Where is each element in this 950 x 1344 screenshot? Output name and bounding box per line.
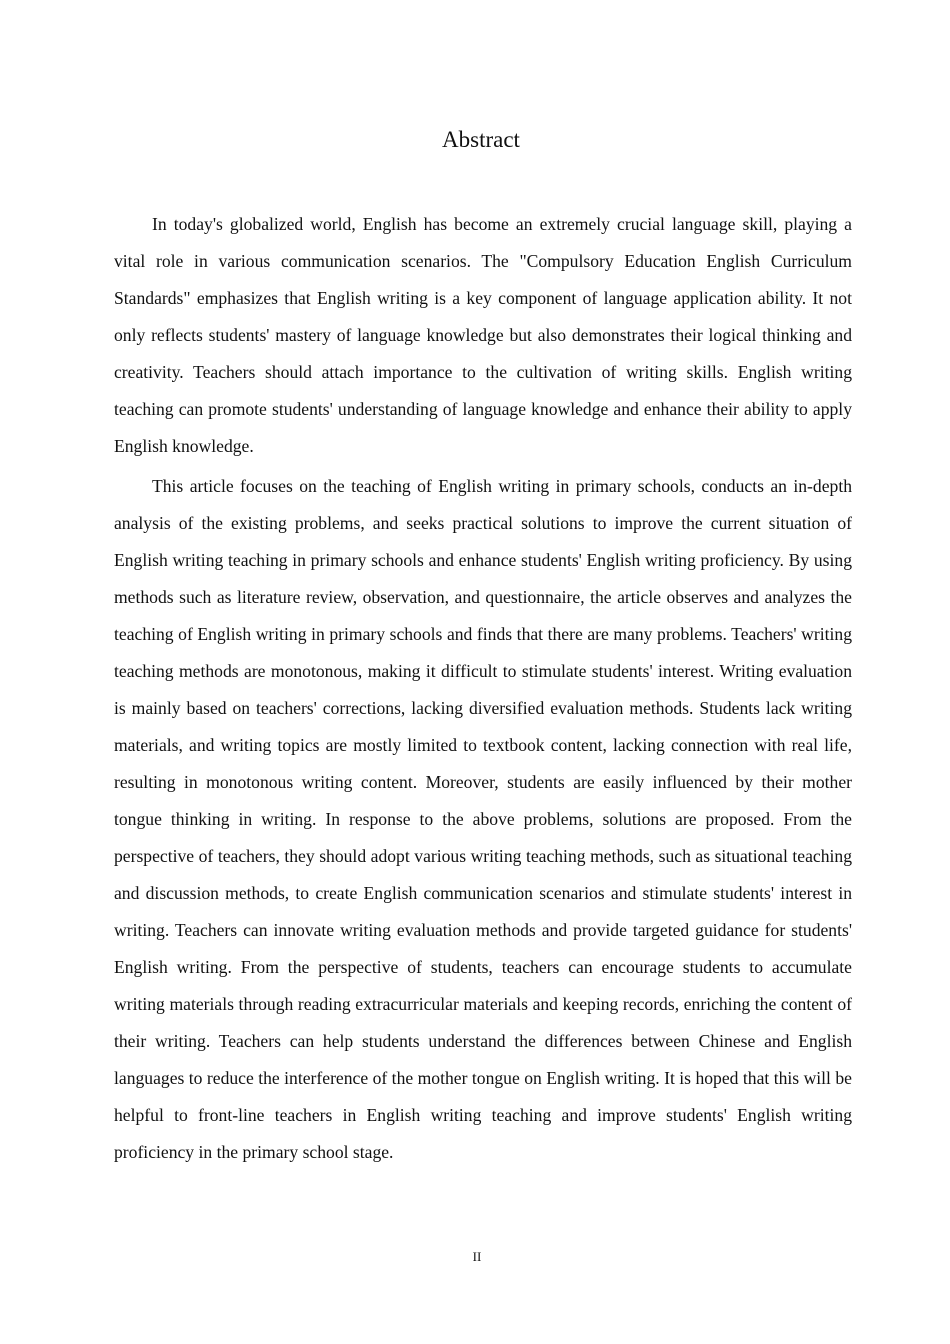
abstract-paragraph-1: In today's globalized world, English has become an extremely crucial language skill, playing a vital role in various communication scenarios. The "Compulsory Education English Curriculum Standards" emphasizes that English writing is a key component of language application ability. It not only reflects students' mastery of language knowledge but also demonstrates their logical thinking and creativity. Teachers should attach importance to the cultivation of writing skills. English writing teaching can promote students' understanding of language knowledge and enhance their ability to apply English knowledge. (114, 214, 852, 456)
page-number: II (472, 1249, 482, 1264)
abstract-paragraph-2: This article focuses on the teaching of English writing in primary schools, conducts an in-depth analysis of the existing problems, and seeks practical solutions to improve the current situation of English writing teaching in primary schools and enhance students' English writing proficiency. By using methods such as literature review, observation, and questionnaire, the article observes and analyzes the teaching of English writing in primary schools and finds that there are many problems. Teachers' writing teaching methods are monotonous, making it difficult to stimulate students' interest. Writing evaluation is mainly based on teachers' corrections, lacking diversified evaluation methods. Students lack writing materials, and writing topics are mostly limited to textbook content, lacking connection with real life, resulting in monotonous writing content. Moreover, students are easily influenced by their mother tongue thinking in writing. In response to the above problems, solutions are proposed. From the perspective of teachers, they should adopt various writing teaching methods, such as situational teaching and discussion methods, to create English communication scenarios and stimulate students' interest in writing. Teachers can innovate writing evaluation methods and provide targeted guidance for students' English writing. From the perspective of students, teachers can encourage students to accumulate writing materials through reading extracurricular materials and keeping records, enriching the content of their writing. Teachers can help students understand the differences between Chinese and English languages to reduce the interference of the mother tongue on English writing. It is hoped that this will be helpful to front-line teachers in English writing teaching and improve students' English writing proficiency in the primary school stage. (114, 476, 852, 1162)
page-title: Abstract (442, 127, 520, 152)
abstract-body (114, 206, 852, 1171)
